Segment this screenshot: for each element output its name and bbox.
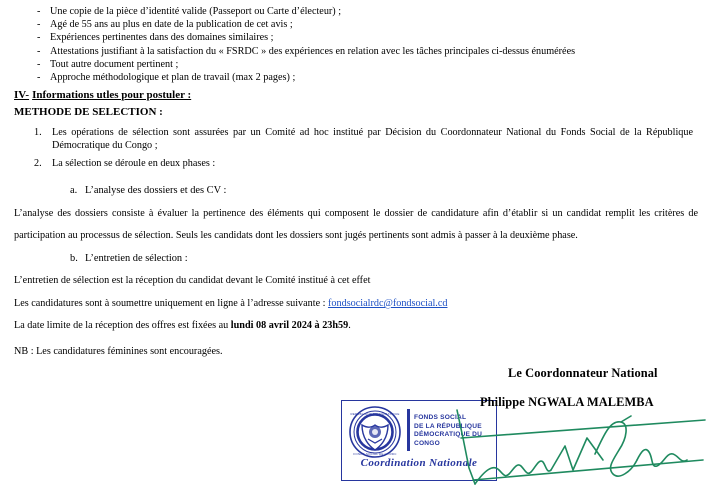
paragraph-interview: L’entretien de sélection est la réception du candidat devant le Comité institué à cet effet bbox=[14, 275, 371, 286]
deadline-line bbox=[14, 319, 351, 332]
deadline-text: La date limite de la réception des offres est fixées au bbox=[14, 320, 231, 331]
submission-line bbox=[14, 297, 447, 310]
list-item bbox=[0, 58, 711, 71]
submission-text: Les candidatures sont à soumettre uniquement en ligne à l’adresse suivante : bbox=[14, 298, 329, 309]
official-stamp bbox=[341, 400, 497, 481]
dash-bullet-icon: - bbox=[37, 32, 41, 44]
stamp-organization bbox=[414, 414, 496, 448]
stamp-org-line-3: DÉMOCRATIQUE DU CONGO bbox=[414, 431, 483, 447]
sub-item-marker: b. bbox=[70, 253, 78, 264]
list-item-text: La sélection se déroule en deux phases : bbox=[52, 157, 216, 169]
paragraph-analysis: L’analyse des dossiers consiste à évaluer la pertinence des éléments qui composent le dossier de candidature afin d’établir si un candidat remplit les critères de participation au processus de sélection. Seuls les candidats dont les dossiers sont jugés pertinents sont admis à passer à la deuxième phase. bbox=[14, 208, 698, 241]
note-line: NB : Les candidatures féminines sont encouragées. bbox=[14, 346, 223, 357]
selection-method-list bbox=[0, 126, 711, 173]
requirements-list bbox=[0, 5, 711, 84]
list-item bbox=[0, 45, 711, 58]
section-number: IV- bbox=[14, 89, 30, 101]
list-item-text: Attestations justifiant à la satisfaction du « FSRDC » des expériences en relation avec les tâches principales ci-dessus énumérées bbox=[50, 45, 576, 57]
dash-bullet-icon: - bbox=[37, 72, 41, 84]
list-item bbox=[0, 31, 711, 44]
svg-text:REPUBLIQUE DEMOCRATIQUE: REPUBLIQUE DEMOCRATIQUE bbox=[350, 412, 400, 416]
svg-text:FONDS SOCIAL DE LA RDC: FONDS SOCIAL DE LA RDC bbox=[353, 452, 397, 457]
section-heading bbox=[14, 89, 191, 101]
deadline-suffix: . bbox=[348, 320, 351, 331]
list-item-text: Tout autre document pertinent ; bbox=[50, 58, 179, 70]
list-item-text: Une copie de la pièce d’identité valide (Passeport ou Carte d’électeur) ; bbox=[50, 6, 342, 17]
list-marker: 1. bbox=[34, 127, 42, 138]
sub-item-text: L’entretien de sélection : bbox=[85, 253, 188, 264]
stamp-coordination-label: Coordination Nationale bbox=[360, 457, 478, 469]
signature-name: Philippe NGWALA MALEMBA bbox=[480, 395, 654, 409]
dash-bullet-icon: - bbox=[37, 19, 41, 31]
list-item-text: Agé de 55 ans au plus en date de la publication de cet avis ; bbox=[50, 19, 293, 31]
list-marker: 2. bbox=[34, 157, 42, 169]
list-item bbox=[0, 18, 711, 31]
stamp-org-line-2: DE LA RÉPUBLIQUE bbox=[414, 422, 482, 430]
dash-bullet-icon: - bbox=[37, 45, 41, 57]
deadline-date: lundi 08 avril 2024 à 23h59 bbox=[230, 320, 349, 331]
list-item-text: Approche méthodologique et plan de travail (max 2 pages) ; bbox=[50, 72, 296, 84]
list-item-text: Expériences pertinentes dans des domaines similaires ; bbox=[50, 32, 274, 44]
signature-title: Le Coordonnateur National bbox=[508, 366, 658, 380]
sub-item-a bbox=[70, 184, 226, 197]
dash-bullet-icon: - bbox=[37, 6, 41, 17]
drc-coat-of-arms-icon bbox=[349, 406, 401, 458]
sub-item-marker: a. bbox=[70, 185, 78, 196]
list-item bbox=[0, 71, 711, 84]
method-heading: METHODE DE SELECTION : bbox=[14, 106, 163, 118]
section-title: Informations utles pour postuler : bbox=[32, 89, 192, 101]
list-item bbox=[0, 126, 711, 153]
dash-bullet-icon: - bbox=[37, 58, 41, 70]
stamp-org-line-1: FONDS SOCIAL bbox=[414, 414, 467, 421]
submission-email-link[interactable]: fondsocialrdc@fondsocial.cd bbox=[328, 298, 448, 309]
sub-item-b bbox=[70, 252, 188, 265]
stamp-divider bbox=[407, 409, 410, 451]
list-item bbox=[0, 5, 711, 18]
list-item bbox=[0, 157, 711, 170]
list-item-text: Les opérations de sélection sont assurées par un Comité ad hoc institué par Décision du Coordonnateur National du Fonds Social de la République Démocratique du Congo ; bbox=[52, 127, 693, 152]
sub-item-text: L’analyse des dossiers et des CV : bbox=[85, 185, 227, 196]
